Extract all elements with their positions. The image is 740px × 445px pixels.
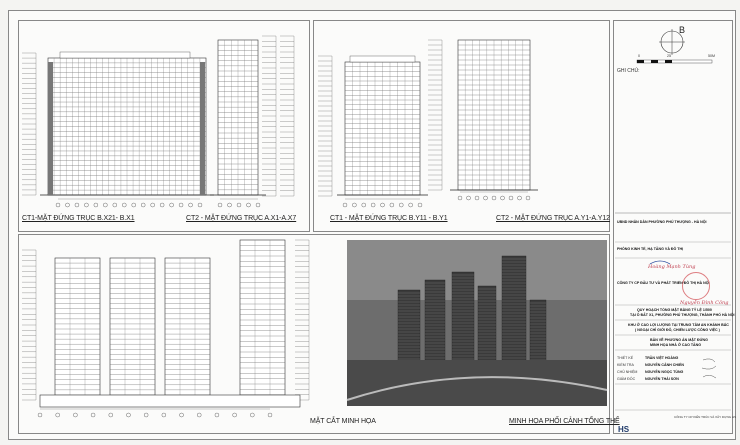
- axis-bubble: [56, 203, 60, 207]
- project-line-2: TẠI Ô ĐẤT X1, PHƯỜNG PHÚ THƯỢNG, THÀNH PHỐ HÀ NỘI: [630, 313, 735, 317]
- axis-bubble: [250, 413, 254, 417]
- axis-bubble: [237, 203, 241, 207]
- axis-bubble: [509, 196, 513, 200]
- axis-bubble: [256, 203, 260, 207]
- staff-role: KIỂM TRA: [617, 363, 634, 367]
- caption-render: MINH HỌA PHỐI CẢNH TỔNG THỂ: [509, 418, 620, 425]
- core-shaft: [48, 62, 53, 195]
- scale-25: 25: [667, 54, 671, 58]
- axis-bubble: [390, 203, 394, 207]
- axis-bubble: [132, 203, 136, 207]
- axis-bubble: [197, 413, 201, 417]
- firm-name: CÔNG TY CP KIẾN TRÚC VÀ XÂY DỰNG HS: [674, 415, 737, 419]
- axis-bubble: [151, 203, 155, 207]
- signature-2: Nguyễn Đình Công: [680, 300, 729, 306]
- project-line-1: QUY HOẠCH TỔNG MẶT BẰNG TỶ LỆ 1/500: [637, 308, 712, 312]
- staff-role: GIÁM ĐỐC: [617, 377, 636, 381]
- axis-bubble: [215, 413, 219, 417]
- signatures: [702, 359, 716, 378]
- axis-bubble: [179, 203, 183, 207]
- firm-logo: HS: [618, 425, 630, 434]
- signature-1: Hoàng Mạnh Tùng: [648, 264, 696, 270]
- axis-bubble: [94, 203, 98, 207]
- axis-bubble: [218, 203, 222, 207]
- render-tower: [452, 272, 474, 370]
- roof-structure: [60, 52, 190, 58]
- axis-bubble: [109, 413, 113, 417]
- sheet-line-1: BẢN VẼ PHƯƠNG ÁN MẶT ĐỨNG: [650, 338, 708, 342]
- axis-bubble: [399, 203, 403, 207]
- staff-name: NGUYỄN CẢNH CHIẾN: [645, 363, 684, 367]
- staff-name: NGUYỄN THÁI SƠN: [645, 377, 679, 381]
- axis-bubble: [198, 203, 202, 207]
- axis-bubble: [141, 203, 145, 207]
- scale-bar: [637, 60, 644, 63]
- dept: PHÒNG KINH TẾ, HẠ TẦNG VÀ ĐÔ THỊ: [617, 247, 684, 251]
- axis-bubble: [75, 203, 79, 207]
- render-sky: [347, 240, 607, 300]
- staff-role: THIẾT KẾ: [617, 356, 634, 360]
- axis-bubble: [91, 413, 95, 417]
- axis-bubble: [467, 196, 471, 200]
- axis-bubble: [73, 413, 77, 417]
- scale-0: 0: [638, 54, 640, 58]
- authority: UBND NHÂN DÂN PHƯỜNG PHÚ THƯỢNG - HÀ NỘI: [617, 220, 707, 224]
- render-tower: [530, 300, 546, 370]
- axis-bubble: [501, 196, 505, 200]
- axis-bubble: [180, 413, 184, 417]
- axis-bubble: [126, 413, 130, 417]
- axis-bubble: [189, 203, 193, 207]
- item-line-2: ( NGOẠI CHỈ GIỚI ĐỎ, CHIẾN LƯỢC CÔNG VIỆC ): [635, 328, 720, 332]
- sheet-line-2: MINH HỌA NHÀ Ở CAO TẦNG: [650, 343, 702, 347]
- staff-role: CHỦ NHIỆM: [617, 370, 638, 374]
- axis-bubble: [268, 413, 272, 417]
- company: CÔNG TY CP ĐẦU TƯ VÀ PHÁT TRIỂN ĐÔ THỊ HÀ NỘI: [617, 281, 710, 285]
- scale-bar: [665, 60, 672, 63]
- axis-bubble: [56, 413, 60, 417]
- axis-bubble: [371, 203, 375, 207]
- caption-ct1-x-elevation: CT1-MẶT ĐỨNG TRỤC B.X21- B.X1: [22, 215, 135, 222]
- axis-bubble: [409, 203, 413, 207]
- axis-bubble: [233, 413, 237, 417]
- item-line-1: KHU Ở CAO LỢI LƯỢNG TẠI TRUNG TÂM AN KHÁNH BẮC: [628, 323, 729, 327]
- axis-bubble: [162, 413, 166, 417]
- axis-bubble: [518, 196, 522, 200]
- notes-label: GHI CHÚ:: [617, 68, 640, 74]
- axis-bubble: [228, 203, 232, 207]
- axis-bubble: [352, 203, 356, 207]
- caption-ct2-x-elevation: CT2 - MẶT ĐỨNG TRỤC A.X1-A.X7: [186, 215, 297, 222]
- axis-bubble: [458, 196, 462, 200]
- axis-bubble: [170, 203, 174, 207]
- axis-bubble: [381, 203, 385, 207]
- north-label: B: [679, 25, 686, 35]
- company-stamp: [682, 272, 710, 300]
- caption-ct2-y-elevation: CT2 - MẶT ĐỨNG TRỤC A.Y1-A.Y12: [496, 215, 610, 222]
- staff-name: TRẦN VIỆT HOÀNG: [645, 356, 679, 360]
- roof-structure: [350, 56, 415, 62]
- staff-name: NGUYỄN NGỌC TÙNG: [645, 370, 684, 374]
- axis-bubble: [362, 203, 366, 207]
- axis-bubble: [247, 203, 251, 207]
- axis-bubble: [160, 203, 164, 207]
- axis-bubble: [84, 203, 88, 207]
- scale-bar: [637, 60, 712, 63]
- axis-bubble: [343, 203, 347, 207]
- scale-50: 50M: [708, 54, 715, 58]
- caption-section: MẶT CẮT MINH HỌA: [310, 418, 376, 425]
- axis-bubble: [113, 203, 117, 207]
- axis-bubble: [144, 413, 148, 417]
- axis-bubble: [492, 196, 496, 200]
- axis-bubble: [484, 196, 488, 200]
- axis-bubble: [526, 196, 530, 200]
- axis-bubble: [418, 203, 422, 207]
- podium: [40, 395, 300, 407]
- core-shaft: [200, 62, 205, 195]
- axis-bubble: [38, 413, 42, 417]
- axis-bubble: [122, 203, 126, 207]
- caption-ct1-y-elevation: CT1 - MẶT ĐỨNG TRỤC B.Y11 - B.Y1: [330, 215, 448, 222]
- scale-bar: [651, 60, 658, 63]
- axis-bubble: [475, 196, 479, 200]
- axis-bubble: [103, 203, 107, 207]
- axis-bubble: [65, 203, 69, 207]
